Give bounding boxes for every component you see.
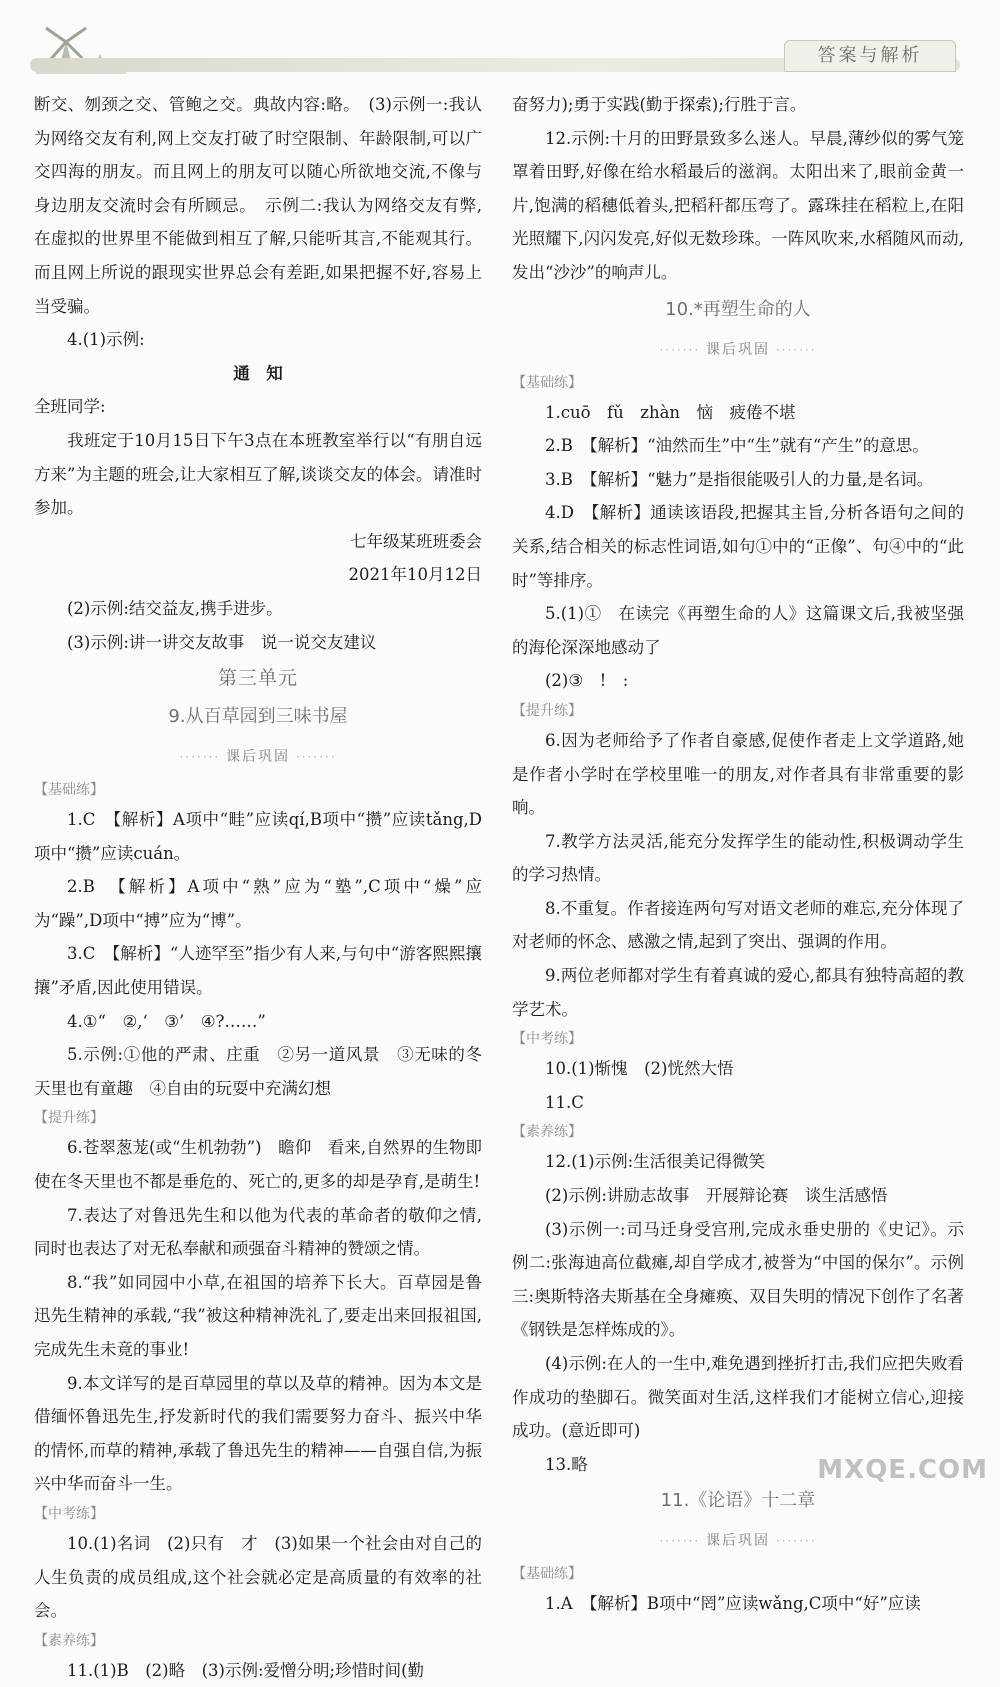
answer-line: 断交、刎颈之交、管鲍之交。典故内容:略。 (3)示例一:我认为网络交友有利,网上交友打破了时空限制、年龄限制,可以广交四海的朋友。而且网上的朋友可以随心所欲地交流,不像与身边朋友交流时会有所顾忌。 示例二:我认为网络交友有弊,在虚拟的世界里不能做到相互了解,只能听其言,不能观其行。而且网上所说的跟现实世界总会有差距,如果把握不好,容易上当受骗。 [34, 95, 482, 316]
answer-line: 7.教学方法灵活,能充分发挥学生的能动性,积极调动学生的学习热情。 [512, 831, 964, 885]
lesson-title: 9.从百草园到三味书屋 [168, 706, 348, 728]
answer-line: 11.(1)B (2)略 (3)示例:爱憎分明;珍惜时间(勤 [67, 1660, 425, 1680]
answer-line: 10.(1)惭愧 (2)恍然大悟 [545, 1059, 734, 1079]
dots-decoration: ······· [290, 750, 337, 765]
answer-line: 9.两位老师都对学生有着真诚的爱心,都具有独特高超的教学艺术。 [512, 966, 964, 1019]
subtitle-text: 课后巩固 [706, 1533, 770, 1550]
practice-tag: 【中考练】 [34, 1505, 104, 1522]
answer-line: 七年级某班班委会 [350, 531, 482, 551]
answer-line: 5.示例:①他的严肃、庄重 ②另一道风景 ③无味的冬天里也有童趣 ④自由的玩耍中充满幻想 [34, 1045, 482, 1098]
answer-line: 通 知 [233, 363, 283, 383]
answer-line: 7.表达了对鲁迅先生和以他为代表的革命者的敬仰之情,同时也表达了对无私奉献和顽强奋斗精神的赞颂之情。 [34, 1205, 482, 1259]
answer-line: 3.C 【解析】“人迹罕至”指少有人来,与句中“游客熙熙攘攘”矛盾,因此使用错误。 [34, 944, 482, 998]
answer-line: 11.C [545, 1092, 584, 1112]
answer-line: 1.A 【解析】B项中“罔”应读wǎng,C项中“好”应读 [545, 1594, 921, 1614]
dots-decoration: ······· [659, 1534, 706, 1549]
watermark: MXQE.COM [817, 1455, 988, 1485]
practice-tag: 【基础练】 [34, 782, 104, 799]
dots-decoration: ······· [179, 750, 226, 765]
answer-line: (3)示例:讲一讲交友故事 说一说交友建议 [67, 632, 377, 652]
answer-line: 我班定于10月15日下午3点在本班教室举行以“有朋自远方来”为主题的班会,让大家相互了解,谈谈交友的体会。请准时参加。 [34, 430, 482, 518]
lesson-title: 10.*再塑生命的人 [665, 298, 811, 320]
practice-tag: 【基础练】 [512, 1566, 582, 1583]
answer-line: 1.C 【解析】A项中“畦”应读qí,B项中“攒”应读tǎng,D项中“攒”应读cuán。 [34, 810, 482, 863]
section-subtitle [34, 737, 482, 777]
answer-line: 全班同学: [34, 397, 106, 417]
practice-tag: 【素养练】 [512, 1124, 582, 1141]
answer-line: 10.(1)名词 (2)只有 才 (3)如果一个社会由对自己的人生负责的成员组成,这个社会就必定是高质量的有效率的社会。 [34, 1533, 482, 1621]
practice-tag: 【提升练】 [512, 702, 582, 719]
page-header [0, 0, 1000, 78]
answer-line: 4.①“ ②,‘ ③’ ④?……” [67, 1011, 266, 1031]
answer-line: 5.(1)① 在读完《再塑生命的人》这篇课文后,我被坚强的海伦深深地感动了 [512, 604, 964, 657]
left-column [34, 88, 482, 1687]
dots-decoration: ······· [659, 342, 706, 357]
dots-decoration: ······· [770, 1534, 817, 1549]
section-subtitle [512, 1521, 964, 1561]
dots-decoration: ······· [770, 342, 817, 357]
practice-tag: 【基础练】 [512, 374, 582, 391]
subtitle-text: 课后巩固 [226, 749, 290, 766]
header-title: 答案与解析 [784, 40, 956, 72]
answer-line: (4)示例:在人的一生中,难免遇到挫折打击,我们应把失败看作成功的垫脚石。微笑面对生活,这样我们才能树立信心,迎接成功。(意近即可) [512, 1354, 964, 1441]
right-column [512, 88, 964, 1621]
answer-line: 8.不重复。作者接连两句写对语文老师的难忘,充分体现了对老师的怀念、感激之情,起到了突出、强调的作用。 [512, 898, 964, 952]
answer-line: 4.(1)示例: [67, 330, 145, 350]
practice-tag: 【素养练】 [34, 1632, 104, 1649]
answer-line: (2)示例:讲励志故事 开展辩论赛 谈生活感悟 [545, 1186, 888, 1206]
lesson-title: 11.《论语》十二章 [660, 1490, 816, 1512]
answer-line: 3.B 【解析】“魅力”是指很能吸引人的力量,是名词。 [545, 469, 934, 489]
answer-line: 奋努力);勇于实践(勤于探索);行胜于言。 [512, 95, 807, 114]
answer-line: (3)示例一:司马迁身受宫刑,完成永垂史册的《史记》。示例二:张海迪高位截瘫,却自学成才,被誉为“中国的保尔”。示例三:奥斯特洛夫斯基在全身瘫痪、双目失明的情况下创作了名著《钢铁是怎样炼成的》。 [512, 1219, 964, 1340]
answer-line: 1.cuō fǔ zhàn 恼 疲倦不堪 [545, 402, 796, 422]
subtitle-text: 课后巩固 [706, 341, 770, 358]
unit-heading: 第三单元 [217, 667, 298, 690]
answer-line: 2.B 【解析】A项中“熟”应为“塾”,C项中“燥”应为“躁”,D项中“搏”应为“博”。 [34, 877, 482, 930]
answer-line: 6.因为老师给予了作者自豪感,促使作者走上文学道路,她是作者小学时在学校里唯一的朋友,对作者具有非常重要的影响。 [512, 730, 964, 818]
answer-line: 12.(1)示例:生活很美记得微笑 [545, 1152, 766, 1172]
answer-line: (2)③ ! : [545, 671, 629, 691]
answer-line: 9.本文详写的是百草园里的草以及草的精神。因为本文是借缅怀鲁迅先生,抒发新时代的我们需要努力奋斗、振兴中华的情怀,而草的精神,承载了鲁迅先生的精神——自强自信,为振兴中华而奋斗一生。 [34, 1373, 482, 1494]
answer-line: 12.示例:十月的田野景致多么迷人。早晨,薄纱似的雾气笼罩着田野,好像在给水稻最后的滋润。太阳出来了,眼前金黄一片,饱满的稻穗低着头,把稻秆都压弯了。露珠挂在稻粒上,在阳光照耀下,闪闪发亮,好似无数珍珠。一阵风吹来,水稻随风而动,发出“沙沙”的响声儿。 [512, 128, 964, 282]
answer-line: 13.略 [545, 1454, 588, 1474]
practice-tag: 【提升练】 [34, 1110, 104, 1127]
answer-line: 2.B 【解析】“油然而生”中“生”就有“产生”的意思。 [545, 436, 929, 456]
answer-line: (2)示例:结交益友,携手进步。 [67, 598, 283, 618]
answer-line: 8.“我”如同园中小草,在祖国的培养下长大。百草园是鲁迅先生精神的承载,“我”被这种精神洗礼了,要走出来回报祖国,完成先生未竟的事业! [34, 1272, 482, 1359]
answer-line: 4.D 【解析】通读该语段,把握其主旨,分析各语句之间的关系,结合相关的标志性词语,如句①中的“正像”、句④中的“此时”等排序。 [512, 503, 964, 590]
section-subtitle [512, 330, 964, 370]
answer-line: 2021年10月12日 [348, 565, 482, 585]
practice-tag: 【中考练】 [512, 1031, 582, 1048]
answer-line: 6.苍翠葱茏(或“生机勃勃”) 瞻仰 看来,自然界的生物即使在冬天里也不都是垂危的、死亡的,更多的却是孕育,是萌生! [34, 1138, 482, 1192]
